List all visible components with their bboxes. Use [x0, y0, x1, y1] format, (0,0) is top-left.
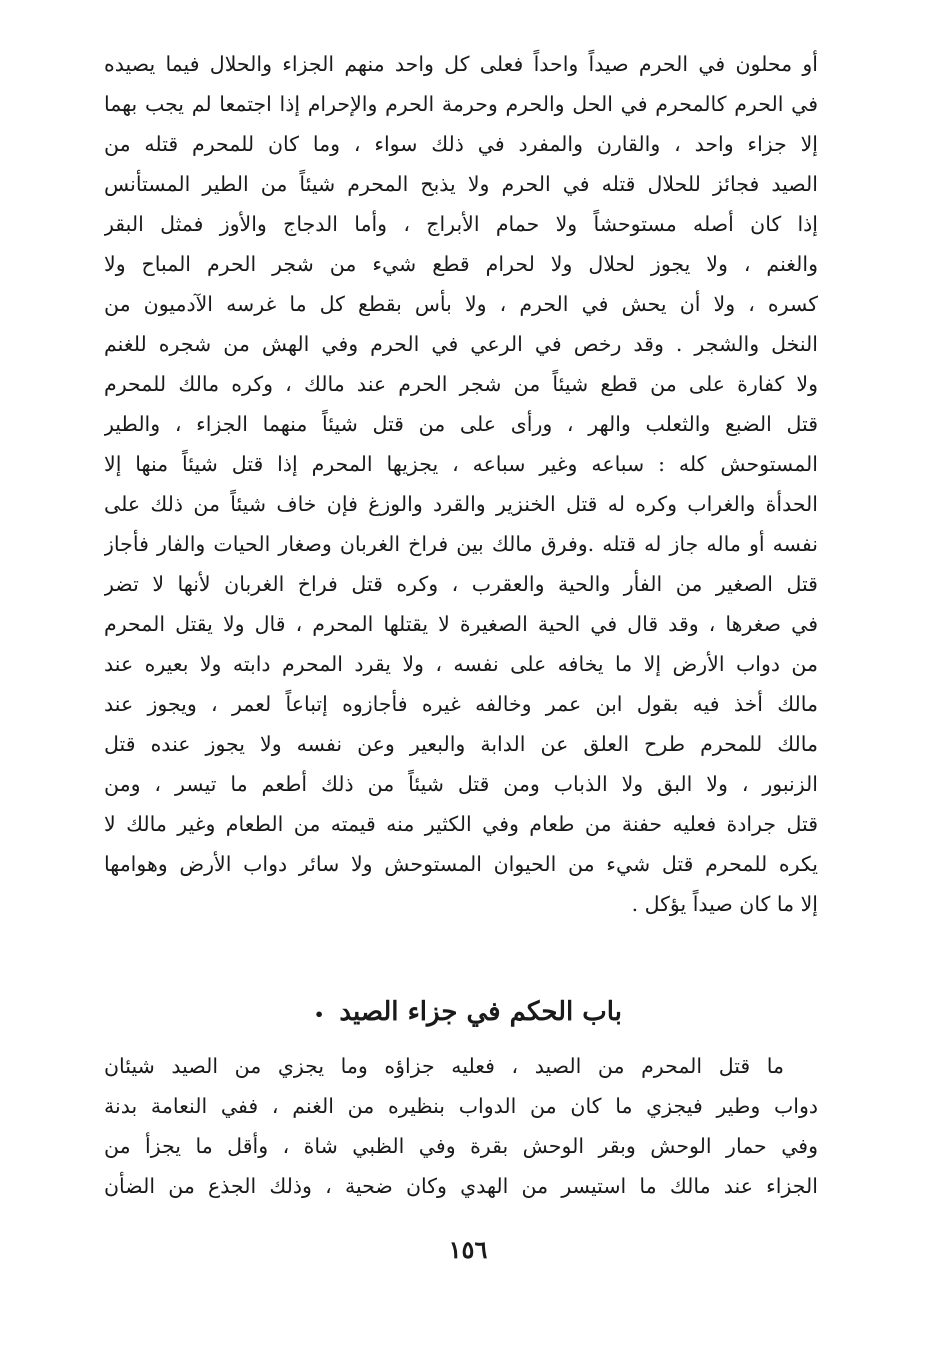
text-line: مالك للمحرم طرح العلق عن الدابة والبعير وعن نفسه ولا يجوز عنده قتل [104, 732, 818, 756]
text-line: نفسه أو ماله جاز له قتله .وفرق مالك بين فراخ الغربان وصغار الحيات والفار فأجاز [104, 532, 818, 556]
text-line: المستوحش كله : سباعه وغير سباعه ، يجزيها المحرم إذا قتل شيئاً منها إلا [104, 452, 818, 476]
text-line: الحدأة والغراب وكره له قتل الخنزير والقرد والوزغ فإن خاف شيئاً من ذلك على [104, 492, 818, 516]
text-line: أو محلون في الحرم صيداً واحداً فعلى كل واحد منهم الجزاء والحلال فيما يصيده [104, 52, 818, 76]
text-line: كسره ، ولا أن يحش في الحرم ، ولا بأس بقطع كل ما غرسه الآدميون من [104, 292, 818, 316]
text-line: مالك أخذ فيه بقول ابن عمر وخالفه غيره فأجازوه إتباعاً لعمر ، ويجوز عند [104, 692, 818, 716]
text-line: والغنم ، ولا يجوز لحلال ولا لحرام قطع شيء من شجر الحرم المباح ولا [104, 252, 818, 276]
text-line: من دواب الأرض إلا ما يخافه على نفسه ، ولا يقرد المحرم دابته ولا بعيره عند [104, 652, 818, 676]
body-text [104, 44, 818, 924]
bullet-icon: • [314, 1005, 325, 1024]
text-line: دواب وطير فيجزي ما كان من الدواب بنظيره من الغنم ، ففي النعامة بدنة [104, 1094, 818, 1118]
text-line: وفي حمار الوحش وبقر الوحش بقرة وفي الظبي شاة ، وأقل ما يجزأ من [104, 1134, 818, 1158]
text-line: الجزاء عند مالك ما استيسر من الهدي وكان ضحية ، وذلك الجذع من الضأن [104, 1174, 818, 1198]
text-line: ولا كفارة على من قطع شيئاً من شجر الحرم عند مالك ، وكره مالك للمحرم [104, 372, 818, 396]
text-line: في صغرها ، وقد قال في الحية الصغيرة لا يقتلها المحرم ، قال ولا يقتل المحرم [104, 612, 818, 636]
text-line: النخل والشجر . وقد رخص في الرعي في الحرم وفي الهش من شجره للغنم [104, 332, 818, 356]
text-line: إذا كان أصله مستوحشاً ولا حمام الأبراج ، وأما الدجاج والأوز فمثل البقر [104, 212, 818, 236]
text-line: قتل جرادة فعليه حفنة من طعام وفي الكثير منه قيمته من الطعام وغير مالك لا [104, 812, 818, 836]
text-line: قتل الصغير من الفأر والحية والعقرب ، وكره قتل فراخ الغربان لأنها لا تضر [104, 572, 818, 596]
text-line: إلا جزاء واحد ، والقارن والمفرد في ذلك سواء ، وما كان للمحرم قتله من [104, 132, 818, 156]
section-heading [0, 990, 936, 1037]
section-text [104, 1046, 818, 1206]
page-number: ١٥٦ [448, 1235, 488, 1264]
text-line: في الحرم كالمحرم في الحل والحرم وحرمة الحرم والإحرام إذا اجتمعا لم يجب بهما [104, 92, 818, 116]
text-line: إلا ما كان صيداً يؤكل . [631, 892, 818, 916]
text-line: قتل الضبع والثعلب والهر ، ورأى على من قتل شيئاً منهما الجزاء ، والطير [104, 412, 818, 436]
text-line: الزنبور ، ولا البق ولا الذباب ومن قتل شيئاً من ذلك أطعم ما تيسر ، ومن [104, 772, 818, 796]
text-line: يكره للمحرم قتل شيء من الحيوان المستوحش ولا سائر دواب الأرض وهوامها [104, 852, 818, 876]
text-line: الصيد فجائز للحلال قتله في الحرم ولا يذبح المحرم شيئاً من الطير المستأنس [104, 172, 818, 196]
text-line: ما قتل المحرم من الصيد ، فعليه جزاؤه وما يجزي من الصيد شيئان [104, 1054, 784, 1078]
section-heading-text: باب الحكم في جزاء الصيد [339, 997, 622, 1027]
